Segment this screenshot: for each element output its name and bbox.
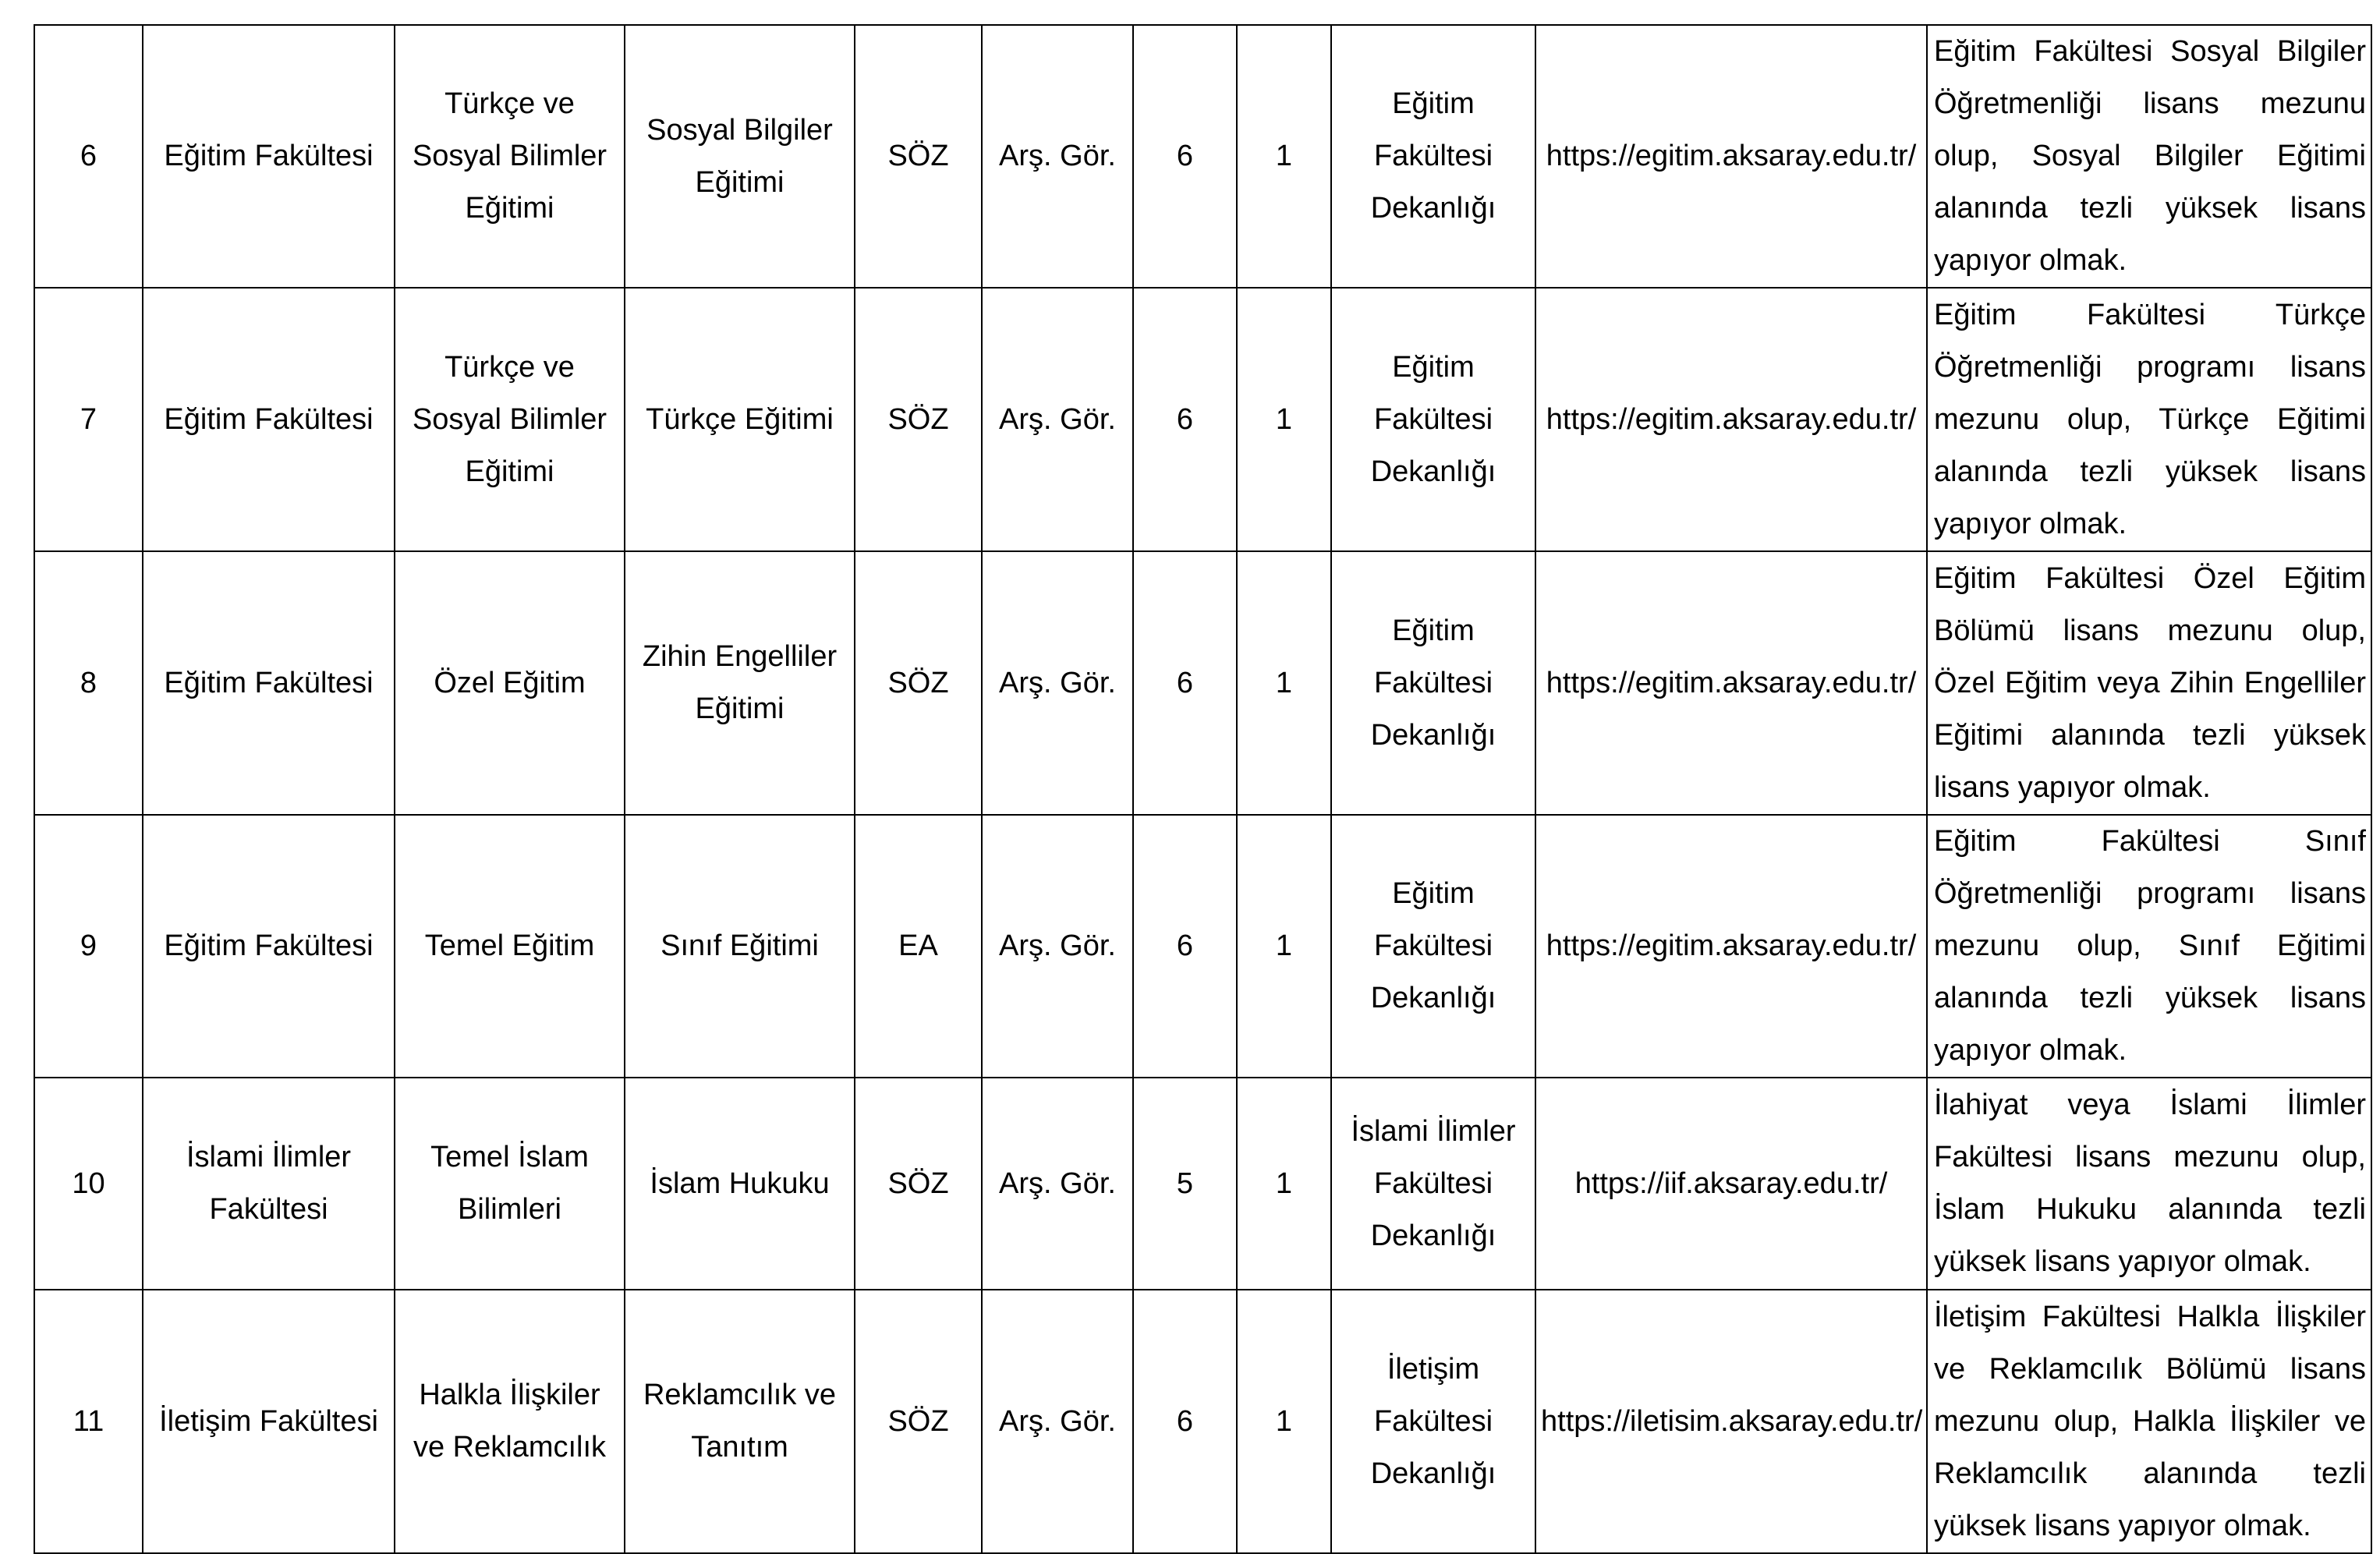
program-cell: Reklamcılık ve Tanıtım [625, 1290, 855, 1553]
count-cell: 1 [1237, 288, 1331, 551]
table-row [34, 551, 2371, 815]
office-cell: İletişim Fakültesi Dekanlığı [1331, 1290, 1535, 1553]
score-type-cell: SÖZ [855, 1078, 982, 1290]
degree-cell: 6 [1133, 288, 1237, 551]
score-type-cell: SÖZ [855, 551, 982, 815]
requirement-cell: Eğitim Fakültesi Sosyal Bilgiler Öğretmenliği lisans mezunu olup, Sosyal Bilgiler Eğitimi alanında tezli yüksek lisans yapıyor olmak. [1927, 25, 2371, 288]
office-cell: İslami İlimler Fakültesi Dekanlığı [1331, 1078, 1535, 1290]
table-row [34, 815, 2371, 1078]
row-number: 11 [34, 1290, 143, 1553]
table-row [34, 1078, 2371, 1290]
program-cell: Sınıf Eğitimi [625, 815, 855, 1078]
faculty-cell: Eğitim Fakültesi [143, 288, 395, 551]
url-cell[interactable]: https://egitim.aksaray.edu.tr/ [1535, 551, 1927, 815]
office-cell: Eğitim Fakültesi Dekanlığı [1331, 25, 1535, 288]
title-cell: Arş. Gör. [982, 1078, 1133, 1290]
url-cell[interactable]: https://iletisim.aksaray.edu.tr/ [1535, 1290, 1927, 1553]
program-cell: Zihin Engelliler Eğitimi [625, 551, 855, 815]
score-type-cell: SÖZ [855, 288, 982, 551]
count-cell: 1 [1237, 815, 1331, 1078]
degree-cell: 6 [1133, 551, 1237, 815]
department-cell: Özel Eğitim [395, 551, 625, 815]
program-cell: Türkçe Eğitimi [625, 288, 855, 551]
table-row [34, 1290, 2371, 1553]
title-cell: Arş. Gör. [982, 288, 1133, 551]
degree-cell: 5 [1133, 1078, 1237, 1290]
url-cell[interactable]: https://iif.aksaray.edu.tr/ [1535, 1078, 1927, 1290]
row-number: 6 [34, 25, 143, 288]
faculty-cell: Eğitim Fakültesi [143, 25, 395, 288]
degree-cell: 6 [1133, 1290, 1237, 1553]
faculty-cell: İletişim Fakültesi [143, 1290, 395, 1553]
faculty-cell: Eğitim Fakültesi [143, 551, 395, 815]
title-cell: Arş. Gör. [982, 25, 1133, 288]
degree-cell: 6 [1133, 25, 1237, 288]
url-cell[interactable]: https://egitim.aksaray.edu.tr/ [1535, 815, 1927, 1078]
office-cell: Eğitim Fakültesi Dekanlığı [1331, 288, 1535, 551]
count-cell: 1 [1237, 25, 1331, 288]
row-number: 9 [34, 815, 143, 1078]
requirement-cell: İlahiyat veya İslami İlimler Fakültesi lisans mezunu olup, İslam Hukuku alanında tezli yüksek lisans yapıyor olmak. [1927, 1078, 2371, 1290]
position-table-container [34, 24, 2372, 1554]
office-cell: Eğitim Fakültesi Dekanlığı [1331, 815, 1535, 1078]
department-cell: Temel İslam Bilimleri [395, 1078, 625, 1290]
requirement-cell: Eğitim Fakültesi Türkçe Öğretmenliği programı lisans mezunu olup, Türkçe Eğitimi alanında tezli yüksek lisans yapıyor olmak. [1927, 288, 2371, 551]
program-cell: İslam Hukuku [625, 1078, 855, 1290]
department-cell: Halkla İlişkiler ve Reklamcılık [395, 1290, 625, 1553]
office-cell: Eğitim Fakültesi Dekanlığı [1331, 551, 1535, 815]
department-cell: Türkçe ve Sosyal Bilimler Eğitimi [395, 25, 625, 288]
count-cell: 1 [1237, 1078, 1331, 1290]
score-type-cell: SÖZ [855, 25, 982, 288]
row-number: 7 [34, 288, 143, 551]
row-number: 8 [34, 551, 143, 815]
requirement-cell: Eğitim Fakültesi Özel Eğitim Bölümü lisans mezunu olup, Özel Eğitim veya Zihin Engelliler Eğitimi alanında tezli yüksek lisans yapıyor olmak. [1927, 551, 2371, 815]
requirement-cell: İletişim Fakültesi Halkla İlişkiler ve Reklamcılık Bölümü lisans mezunu olup, Halkla İlişkiler ve Reklamcılık alanında tezli yüksek lisans yapıyor olmak. [1927, 1290, 2371, 1553]
department-cell: Temel Eğitim [395, 815, 625, 1078]
row-number: 10 [34, 1078, 143, 1290]
count-cell: 1 [1237, 1290, 1331, 1553]
table-row [34, 288, 2371, 551]
url-cell[interactable]: https://egitim.aksaray.edu.tr/ [1535, 288, 1927, 551]
degree-cell: 6 [1133, 815, 1237, 1078]
score-type-cell: EA [855, 815, 982, 1078]
faculty-cell: İslami İlimler Fakültesi [143, 1078, 395, 1290]
faculty-cell: Eğitim Fakültesi [143, 815, 395, 1078]
title-cell: Arş. Gör. [982, 1290, 1133, 1553]
count-cell: 1 [1237, 551, 1331, 815]
title-cell: Arş. Gör. [982, 551, 1133, 815]
program-cell: Sosyal Bilgiler Eğitimi [625, 25, 855, 288]
title-cell: Arş. Gör. [982, 815, 1133, 1078]
department-cell: Türkçe ve Sosyal Bilimler Eğitimi [395, 288, 625, 551]
url-cell[interactable]: https://egitim.aksaray.edu.tr/ [1535, 25, 1927, 288]
requirement-cell: Eğitim Fakültesi Sınıf Öğretmenliği programı lisans mezunu olup, Sınıf Eğitimi alanında tezli yüksek lisans yapıyor olmak. [1927, 815, 2371, 1078]
table-row [34, 25, 2371, 288]
position-table [34, 24, 2372, 1554]
score-type-cell: SÖZ [855, 1290, 982, 1553]
